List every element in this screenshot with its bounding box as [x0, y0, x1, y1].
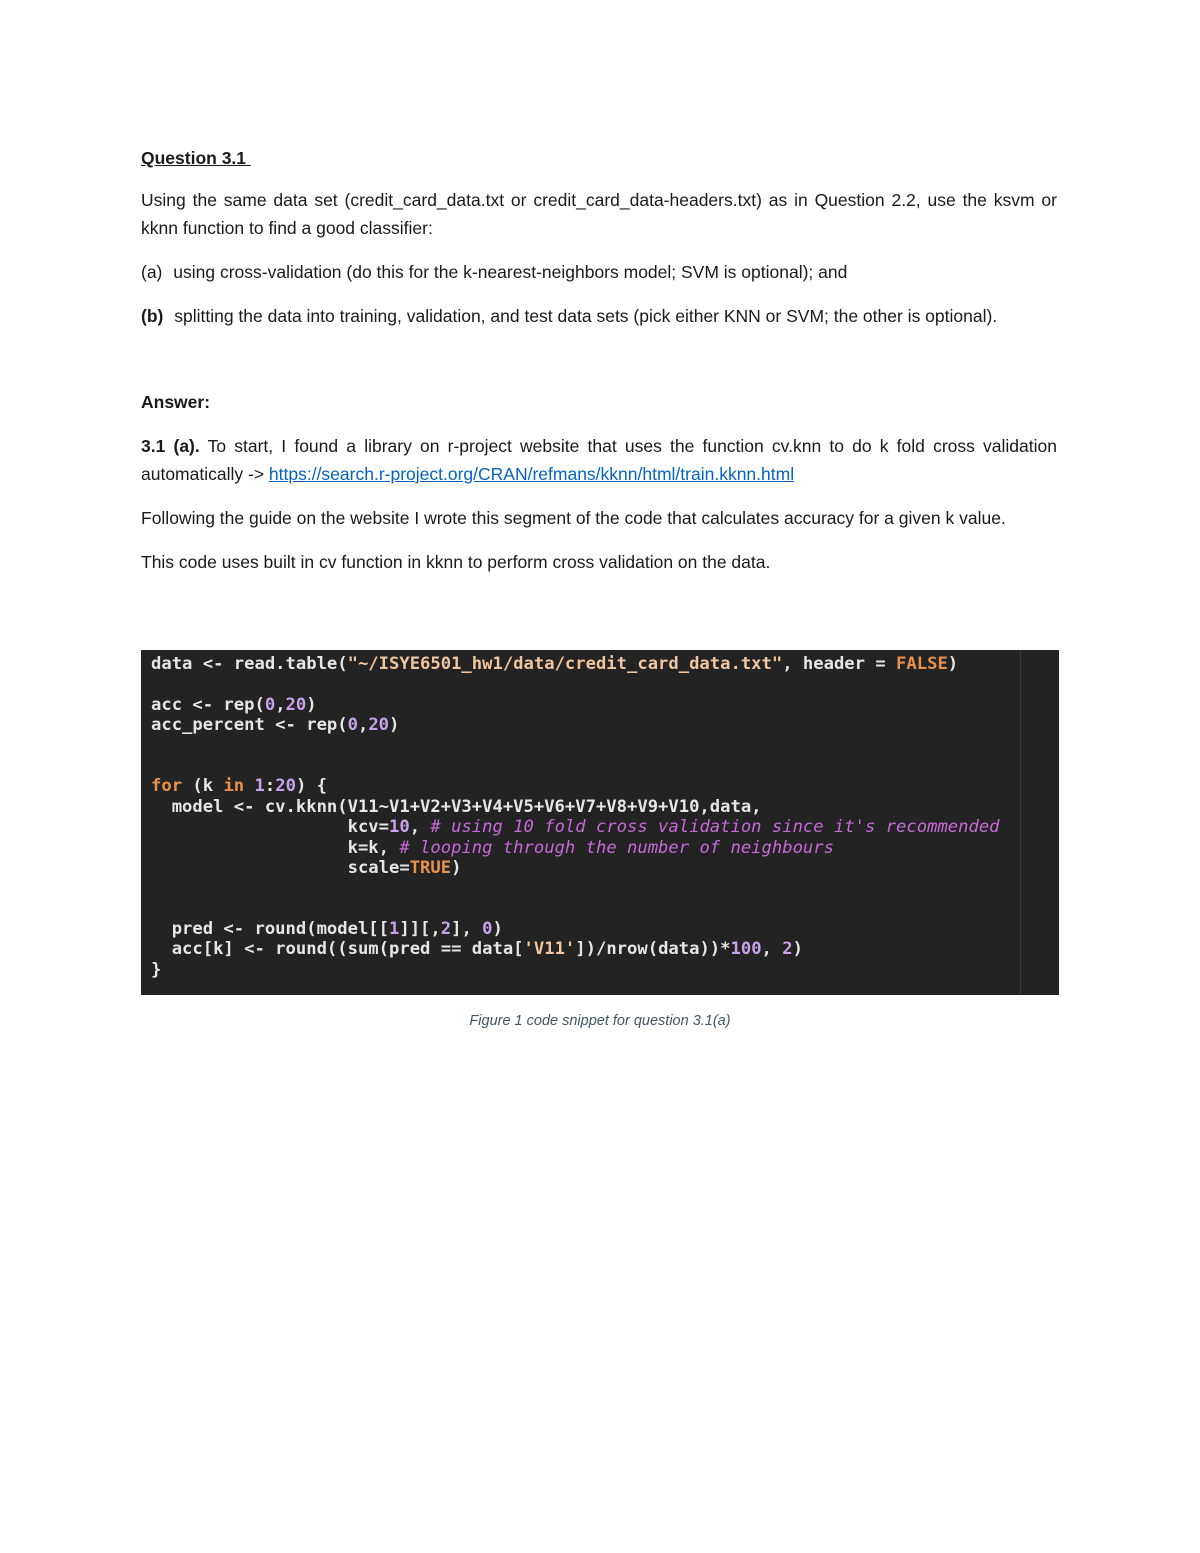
code-line-13 — [151, 899, 1059, 919]
answer-paragraph-2: Following the guide on the website I wrote this segment of the code that calculates accuracy for a given k value. — [141, 508, 1006, 528]
code-line-2 — [151, 674, 1059, 694]
code-line-14: pred <- round(model[[1]][,2], 0) — [151, 919, 503, 940]
answer-section-label: 3.1 (a). — [141, 436, 200, 456]
code-line-8: model <- cv.kknn(V11~V1+V2+V3+V4+V5+V6+V7+V8+V9+V10,data, — [151, 796, 762, 817]
code-line-12 — [151, 878, 1059, 898]
code-line-9: kcv=10, # using 10 fold cross validation since it's recommended — [151, 817, 1000, 838]
question-intro: Using the same data set (credit_card_data.txt or credit_card_data-headers.txt) as in Question 2.2, use the ksvm or kknn function to find a good classifier: — [141, 190, 1057, 238]
answer-paragraph-1-text: To start, I found a library on r-project website that uses the function cv.knn to do k fold cross validation automatically -> — [141, 436, 1057, 484]
answer-title: Answer: — [141, 392, 211, 412]
part-b-label: (b) — [141, 306, 164, 326]
part-b-text: splitting the data into training, validation, and test data sets (pick either KNN or SVM; the other is optional). — [174, 306, 998, 326]
code-line-3: acc <- rep(0,20) — [151, 694, 317, 715]
code-line-15: acc[k] <- round((sum(pred == data['V11'])/nrow(data))*100, 2) — [151, 939, 803, 960]
code-block — [151, 654, 1059, 980]
code-line-5 — [151, 736, 1059, 756]
code-line-1: data <- read.table("~/ISYE6501_hw1/data/credit_card_data.txt", header = FALSE) — [151, 654, 959, 674]
code-line-4: acc_percent <- rep(0,20) — [151, 715, 400, 736]
code-line-10: k=k, # looping through the number of neighbours — [151, 837, 834, 858]
code-snippet-image — [141, 650, 1059, 995]
figure-caption: Figure 1 code snippet for question 3.1(a) — [469, 1013, 731, 1029]
kknn-reference-link[interactable]: https://search.r-project.org/CRAN/refmans/kknn/html/train.kknn.html — [268, 464, 795, 484]
question-title: Question 3.1 — [141, 148, 251, 168]
question-part-a — [141, 258, 1057, 286]
code-line-11: scale=TRUE) — [151, 857, 462, 878]
code-line-6 — [151, 756, 1059, 776]
answer-paragraph-3: This code uses built in cv function in kknn to perform cross validation on the data. — [141, 552, 771, 572]
question-part-b — [141, 302, 1057, 330]
part-a-text: using cross-validation (do this for the k-nearest-neighbors model; SVM is optional); and — [173, 262, 848, 282]
answer-paragraph-1 — [141, 432, 1057, 488]
document-body — [141, 140, 1057, 592]
code-line-7: for (k in 1:20) { — [151, 776, 327, 797]
code-line-16: } — [151, 959, 162, 980]
editor-margin-line — [1020, 650, 1021, 995]
part-a-label: (a) — [141, 262, 163, 282]
